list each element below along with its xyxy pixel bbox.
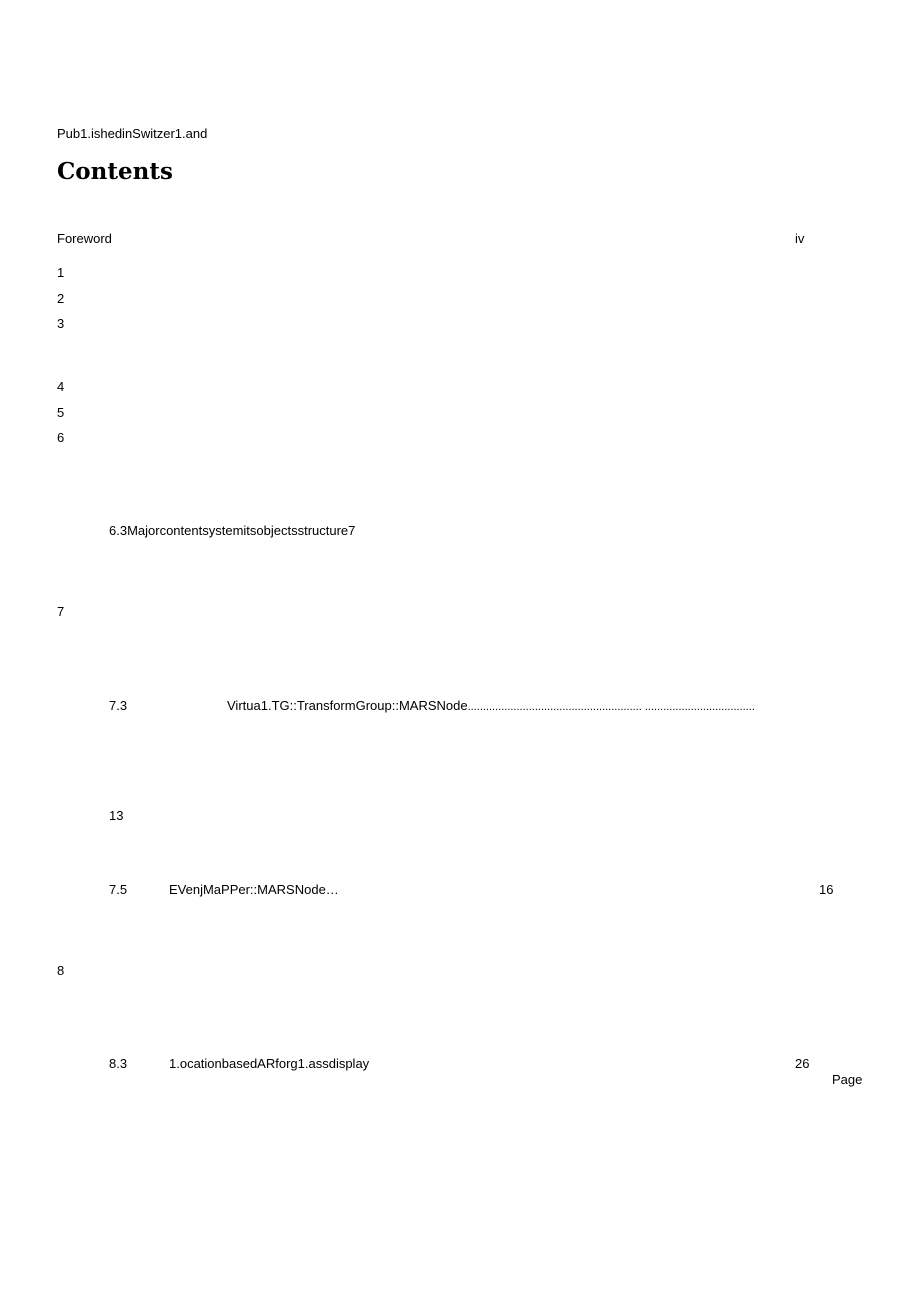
toc-number-4: 4 <box>57 379 65 394</box>
toc-entry-8-3-number: 8.3 <box>109 1056 128 1071</box>
toc-entry-7-5-number: 7.5 <box>109 882 128 897</box>
toc-foreword-page: iv <box>795 231 805 246</box>
toc-number-7: 7 <box>57 604 65 619</box>
toc-entry-8-3-title: 1.ocationbasedARforg1.assdisplay <box>169 1056 370 1071</box>
toc-entry-7-3-title-text: Virtua1.TG::TransformGroup::MARSNode <box>227 698 468 713</box>
published-note: Pub1.ishedinSwitzer1.and <box>57 126 208 141</box>
toc-number-1: 1 <box>57 265 65 280</box>
toc-entry-7-3-title <box>227 699 755 713</box>
toc-entry-7-5-title: EVenjMaPPer::MARSNode… <box>169 882 339 897</box>
toc-entry-6-3: 6.3Majorcontentsystemitsobjectsstructure7 <box>109 523 356 538</box>
toc-number-6: 6 <box>57 430 65 445</box>
toc-entry-8-3-page: 26 <box>795 1056 810 1071</box>
toc-entry-7-3-leader: ......................................................... .................................... <box>467 701 755 713</box>
toc-number-2: 2 <box>57 291 65 306</box>
page-column-label: Page <box>832 1072 863 1087</box>
toc-number-5: 5 <box>57 405 65 420</box>
toc-entry-7-5-page: 16 <box>819 882 834 897</box>
toc-number-3: 3 <box>57 316 65 331</box>
toc-page-13: 13 <box>109 808 124 823</box>
page-title: Contents <box>57 158 173 185</box>
toc-number-8: 8 <box>57 963 65 978</box>
toc-foreword-label: Foreword <box>57 231 112 246</box>
toc-entry-7-3-number: 7.3 <box>109 698 128 713</box>
